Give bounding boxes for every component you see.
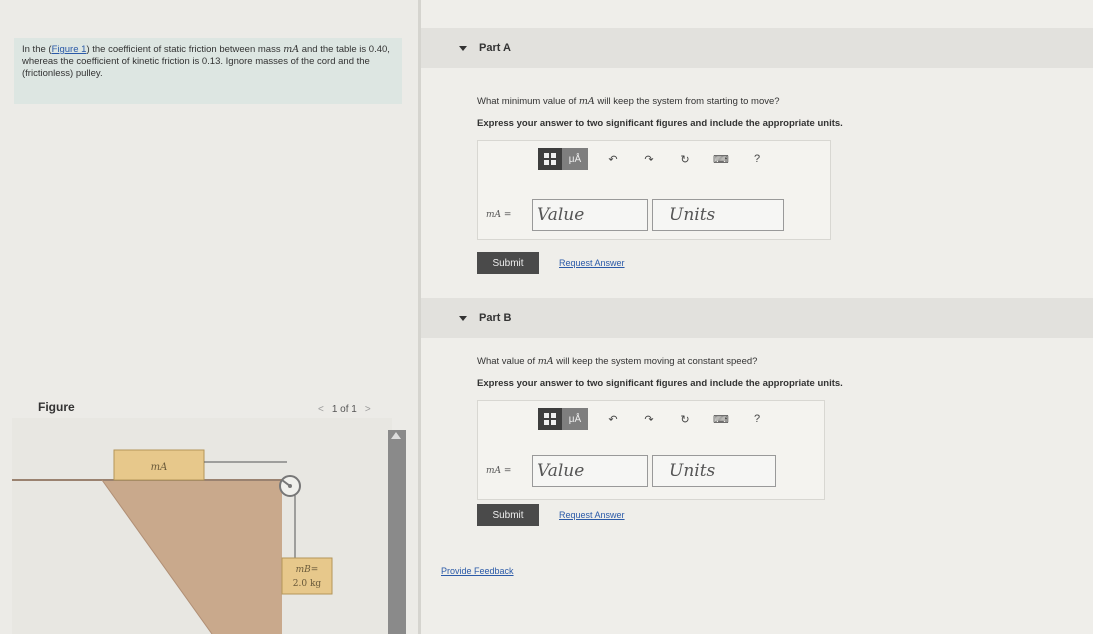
block-b-label-2: 2.0 kg <box>292 579 322 589</box>
help-icon[interactable]: ? <box>753 413 761 425</box>
figure-link[interactable]: Figure 1 <box>51 44 87 55</box>
next-figure-icon[interactable]: > <box>364 404 371 415</box>
part-a-input-row <box>486 199 784 231</box>
part-a-request-answer-link[interactable]: Request Answer <box>559 258 625 268</box>
part-a-toolbar <box>538 147 768 171</box>
part-a-submit-button[interactable]: Submit <box>477 252 539 274</box>
figure-scrollbar[interactable] <box>388 430 406 634</box>
undo-icon[interactable]: ↶ <box>608 153 618 166</box>
part-a-var-label: mA = <box>486 210 512 220</box>
part-b-answer-box <box>477 400 825 500</box>
part-a-question: What minimum value of mA will keep the system from starting to move? <box>477 96 780 107</box>
part-a-instruction: Express your answer to two significant figures and include the appropriate units. <box>477 118 843 129</box>
help-icon[interactable]: ? <box>753 153 761 165</box>
part-a-header[interactable]: Part A <box>421 28 1093 68</box>
scroll-up-icon[interactable] <box>391 432 401 439</box>
prev-figure-icon[interactable]: < <box>318 404 324 415</box>
pager-text: 1 of 1 <box>331 404 357 415</box>
figure-label: Figure <box>38 400 75 414</box>
part-b-toolbar <box>538 407 768 431</box>
part-b-var-label: mA = <box>486 466 512 476</box>
part-b-input-row <box>486 455 776 487</box>
block-b-label-1: mB= <box>295 565 319 575</box>
part-b-submit-button[interactable]: Submit <box>477 504 539 526</box>
undo-icon[interactable]: ↶ <box>608 413 618 426</box>
left-panel <box>0 0 418 634</box>
part-b-value-input[interactable]: Value <box>532 455 648 487</box>
block-a-label: mA <box>150 462 168 473</box>
templates-icon[interactable] <box>538 408 562 430</box>
template-button-group[interactable] <box>538 148 588 170</box>
part-b-question: What value of mA will keep the system moving at constant speed? <box>477 356 758 367</box>
figure-canvas <box>12 418 392 634</box>
part-b-request-answer-link[interactable]: Request Answer <box>559 510 625 520</box>
redo-icon[interactable]: ↷ <box>644 153 654 166</box>
mass-a-symbol: mA <box>283 44 300 55</box>
keyboard-icon[interactable]: ⌨ <box>713 413 729 426</box>
reset-icon[interactable]: ↻ <box>680 413 690 426</box>
units-button[interactable]: μÅ <box>562 408 588 430</box>
keyboard-icon[interactable]: ⌨ <box>713 153 729 166</box>
right-panel <box>421 0 1093 634</box>
part-b-instruction: Express your answer to two significant figures and include the appropriate units. <box>477 378 843 389</box>
provide-feedback-link[interactable]: Provide Feedback <box>441 566 514 576</box>
problem-statement: In the (Figure 1) the coefficient of static friction between mass mA and the table is 0.40, whereas the coefficient of kinetic friction is 0.13. Ignore masses of the cord and the (frictionless) pulley. <box>14 38 402 104</box>
part-b-units-input[interactable]: Units <box>652 455 776 487</box>
part-a-value-input[interactable]: Value <box>532 199 648 231</box>
caret-down-icon <box>459 46 467 51</box>
caret-down-icon <box>459 316 467 321</box>
reset-icon[interactable]: ↻ <box>680 153 690 166</box>
part-a-answer-box <box>477 140 831 240</box>
part-b-header[interactable]: Part B <box>421 298 1093 338</box>
templates-icon[interactable] <box>538 148 562 170</box>
units-button[interactable]: μÅ <box>562 148 588 170</box>
template-button-group[interactable] <box>538 408 588 430</box>
figure-pager <box>318 404 371 415</box>
part-a-units-input[interactable]: Units <box>652 199 784 231</box>
redo-icon[interactable]: ↷ <box>644 413 654 426</box>
pulley-diagram <box>12 418 392 634</box>
